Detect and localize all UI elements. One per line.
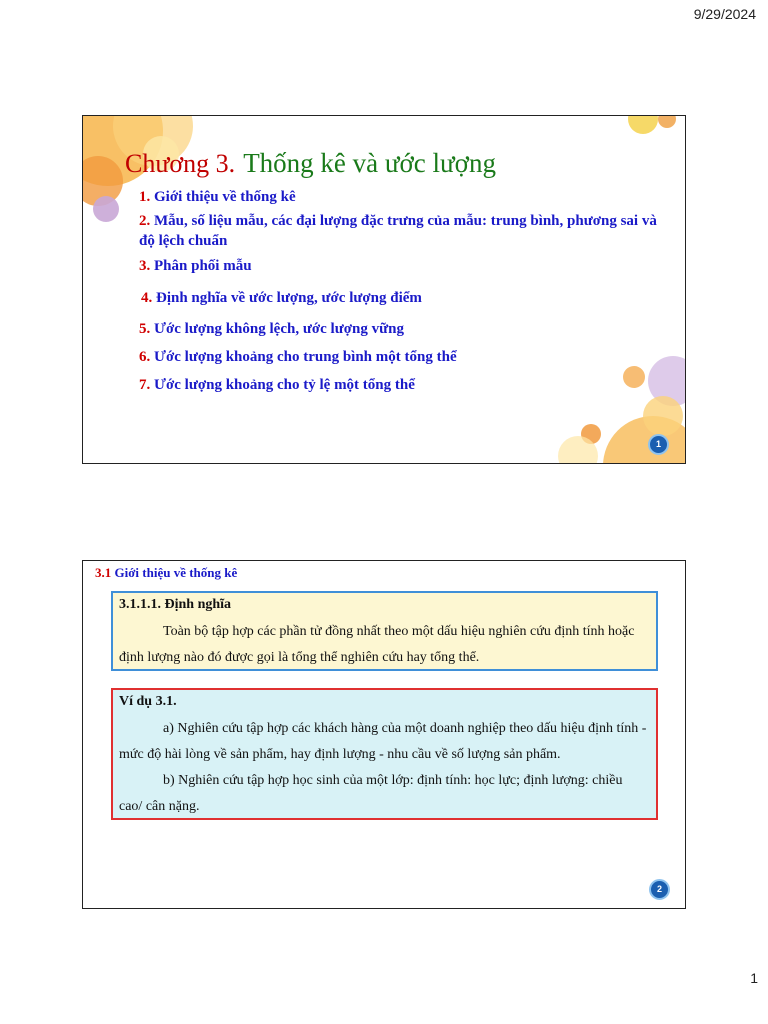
toc-item-text: Ước lượng không lệch, ước lượng vững <box>154 321 404 337</box>
toc-item-2 <box>139 211 659 251</box>
decor-circle <box>643 396 683 436</box>
decor-circle <box>93 196 119 222</box>
page-date: 9/29/2024 <box>693 6 756 22</box>
toc-item-text: Phân phối mẫu <box>154 258 252 274</box>
example-para-b: b) Nghiên cứu tập hợp học sinh của một lớp: định tính: học lực; định lượng: chiều cao/ cân nặng. <box>119 773 623 814</box>
toc-item-text: Giới thiệu về thống kê <box>154 189 296 205</box>
toc-item-6 <box>139 347 659 367</box>
toc-item-number: 2. <box>139 213 151 229</box>
slide-number-badge: 1 <box>648 434 669 455</box>
slide-2 <box>82 560 686 909</box>
toc-item-number: 5. <box>139 321 151 337</box>
toc-item-number: 1. <box>139 189 151 205</box>
toc-item-number: 7. <box>139 377 151 393</box>
example-box <box>111 688 658 820</box>
slide-number-badge: 2 <box>649 879 670 900</box>
toc-item-4 <box>141 288 661 308</box>
slide-title <box>125 148 496 179</box>
section-heading <box>95 565 237 581</box>
chapter-label: Chương 3. <box>125 149 236 178</box>
definition-box <box>111 591 658 671</box>
toc-item-number: 4. <box>141 290 153 306</box>
slide-1 <box>82 115 686 464</box>
toc-item-5 <box>139 319 659 339</box>
toc-item-3 <box>139 256 659 276</box>
example-title: Ví dụ 3.1. <box>119 694 177 709</box>
chapter-topic: Thống kê và ước lượng <box>243 148 496 178</box>
toc-item-number: 3. <box>139 258 151 274</box>
toc-item-text: Định nghĩa về ước lượng, ước lượng điểm <box>156 290 422 306</box>
definition-text: Toàn bộ tập hợp các phần tử đồng nhất theo một dấu hiệu nghiên cứu định tính hoặc định lượng nào đó được gọi là tổng thể nghiên cứu hay tổng thể. <box>119 624 635 665</box>
section-number: 3.1 <box>95 565 112 580</box>
page-number: 1 <box>750 970 758 986</box>
toc-item-text: Ước lượng khoảng cho trung bình một tổng thể <box>154 349 457 365</box>
decor-circle <box>628 115 658 134</box>
toc-item-number: 6. <box>139 349 151 365</box>
decor-circle <box>658 115 676 128</box>
toc-item-7 <box>139 375 659 395</box>
toc-item-1 <box>139 187 659 207</box>
section-title: Giới thiệu về thống kê <box>114 565 238 580</box>
toc-item-text: Ước lượng khoảng cho tỷ lệ một tổng thể <box>154 377 415 393</box>
toc-item-text: Mẫu, số liệu mẫu, các đại lượng đặc trưng của mẫu: trung bình, phương sai và độ lệch chuẩn <box>139 213 657 249</box>
example-para-a: a) Nghiên cứu tập hợp các khách hàng của một doanh nghiệp theo dấu hiệu định tính - mức độ hài lòng về sản phẩm, hay định lượng - nhu cầu về số lượng sản phẩm. <box>119 721 647 762</box>
definition-title: 3.1.1.1. Định nghĩa <box>119 597 232 612</box>
